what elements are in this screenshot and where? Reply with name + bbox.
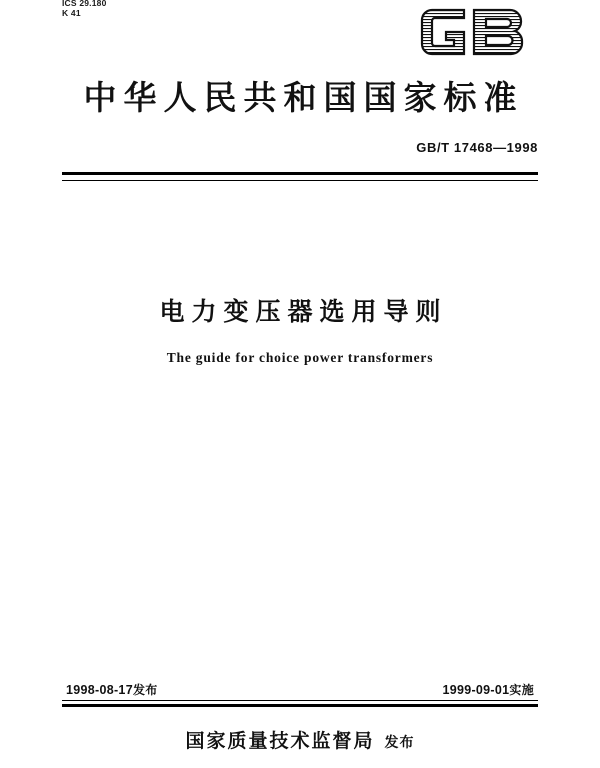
document-title-english: The guide for choice power transformers bbox=[166, 350, 434, 365]
footer-rule-thick bbox=[62, 704, 538, 707]
ccs-code: K 41 bbox=[62, 8, 81, 18]
effective-date-label: 实施 bbox=[509, 683, 534, 697]
footer-rule-thin bbox=[62, 700, 538, 701]
effective-date-value: 1999-09-01 bbox=[442, 683, 510, 697]
publisher-line bbox=[0, 726, 600, 753]
ics-code: ICS 29.180 bbox=[62, 0, 107, 8]
effective-date bbox=[442, 681, 534, 698]
issue-date-label: 发布 bbox=[132, 683, 158, 697]
document-title-chinese: 电力变压器选用导则 bbox=[159, 297, 448, 326]
header-rule-thin bbox=[62, 180, 538, 181]
publisher-name: 国家质量技术监督局 bbox=[185, 730, 375, 752]
standard-number: GB/T 17468—1998 bbox=[416, 140, 538, 155]
issue-date-value: 1998-08-17 bbox=[66, 683, 133, 697]
page-title: 中华人民共和国国家标准 bbox=[83, 78, 524, 117]
issue-date bbox=[66, 681, 158, 698]
publisher-suffix: 发布 bbox=[384, 735, 415, 751]
header-rule-thick bbox=[62, 172, 538, 175]
ics-classification-block bbox=[62, 0, 107, 18]
gb-emblem-icon bbox=[418, 4, 536, 60]
